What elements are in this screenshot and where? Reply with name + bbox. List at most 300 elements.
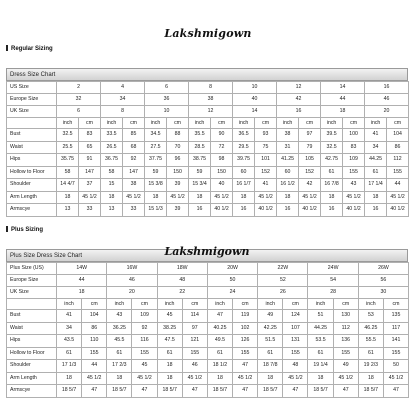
value-cell: 35.5 xyxy=(189,129,211,142)
value-cell: 15 1/3 xyxy=(145,204,167,217)
value-cell: 45 1/2 xyxy=(383,372,408,385)
value-cell: 18 5/7 xyxy=(57,385,82,398)
value-cell: 38.75 xyxy=(189,154,211,167)
value-cell: 45 1/2 xyxy=(82,372,107,385)
plus-chart-title: Plus Size Dress Size Chart xyxy=(10,253,83,259)
measurement-row xyxy=(7,372,409,385)
value-cell: 60 xyxy=(277,166,299,179)
plus-sizing-heading xyxy=(6,226,43,233)
row-label: Shoulder xyxy=(7,360,57,373)
unit-cell: inch xyxy=(365,118,387,129)
unit-cell: cm xyxy=(383,299,408,310)
value-cell: 18 xyxy=(308,372,333,385)
value-cell: 100 xyxy=(343,129,365,142)
value-cell: 18 xyxy=(233,191,255,204)
value-cell: 16 1/7 xyxy=(233,179,255,192)
size-cell: 18 xyxy=(321,106,365,118)
value-cell: 33 xyxy=(123,204,145,217)
measurement-row xyxy=(7,310,409,323)
value-cell: 15 3/4 xyxy=(189,179,211,192)
value-cell: 131 xyxy=(283,335,308,348)
size-cell: 12 xyxy=(189,106,233,118)
value-cell: 18 5/7 xyxy=(258,385,283,398)
value-cell: 34 xyxy=(365,141,387,154)
regular-sizing-label: Regular Sizing xyxy=(11,46,53,52)
value-cell: 29.5 xyxy=(233,141,255,154)
value-cell: 38 xyxy=(277,129,299,142)
unit-cell: inch xyxy=(207,299,232,310)
value-cell: 58 xyxy=(101,166,123,179)
value-cell: 36.25 xyxy=(107,322,132,335)
measurement-row xyxy=(7,385,409,398)
size-row xyxy=(7,263,409,275)
value-cell: 92 xyxy=(132,322,157,335)
size-cell: 50 xyxy=(207,275,257,287)
unit-row-label xyxy=(7,118,57,129)
value-cell: 61 xyxy=(358,347,383,360)
value-cell: 44.25 xyxy=(365,154,387,167)
value-cell: 45 1/2 xyxy=(255,191,277,204)
value-cell: 45 1/2 xyxy=(167,191,189,204)
value-cell: 18 xyxy=(321,191,343,204)
value-cell: 46 xyxy=(182,360,207,373)
unit-cell: cm xyxy=(132,299,157,310)
value-cell: 40 1/2 xyxy=(343,204,365,217)
row-label: Hips xyxy=(7,335,57,348)
value-cell: 18 xyxy=(145,191,167,204)
value-cell: 41 xyxy=(365,129,387,142)
size-row xyxy=(7,82,409,94)
value-cell: 55.5 xyxy=(358,335,383,348)
measurement-row xyxy=(7,166,409,179)
value-cell: 98 xyxy=(211,154,233,167)
size-cell: 8 xyxy=(101,106,145,118)
measurement-row xyxy=(7,179,409,192)
size-cell: 12 xyxy=(277,82,321,94)
unit-cell: inch xyxy=(233,118,255,129)
size-cell: 48 xyxy=(157,275,207,287)
measurement-row xyxy=(7,154,409,167)
unit-cell: cm xyxy=(167,118,189,129)
value-cell: 16 xyxy=(277,204,299,217)
value-cell: 14 4/7 xyxy=(57,179,79,192)
value-cell: 50 xyxy=(383,360,408,373)
measurement-row xyxy=(7,141,409,154)
value-cell: 45 xyxy=(157,310,182,323)
unit-cell: inch xyxy=(57,299,82,310)
value-cell: 17 1/3 xyxy=(57,360,82,373)
value-cell: 42.75 xyxy=(321,154,343,167)
value-cell: 47.5 xyxy=(157,335,182,348)
value-cell: 141 xyxy=(383,335,408,348)
row-label: US Size xyxy=(7,82,57,94)
value-cell: 41 xyxy=(255,179,277,192)
section-marker xyxy=(6,45,8,51)
value-cell: 51 xyxy=(308,310,333,323)
value-cell: 25.5 xyxy=(57,141,79,154)
value-cell: 109 xyxy=(132,310,157,323)
row-label: Europe Size xyxy=(7,94,57,106)
value-cell: 46.25 xyxy=(358,322,383,335)
value-cell: 59 xyxy=(189,166,211,179)
size-cell: 26 xyxy=(258,287,308,299)
value-cell: 47 xyxy=(82,385,107,398)
value-cell: 19 1/4 xyxy=(308,360,333,373)
value-cell: 58 xyxy=(57,166,79,179)
value-cell: 16 1/2 xyxy=(277,179,299,192)
value-cell: 104 xyxy=(387,129,409,142)
value-cell: 107 xyxy=(283,322,308,335)
value-cell: 45 1/2 xyxy=(132,372,157,385)
value-cell: 61 xyxy=(321,166,343,179)
value-cell: 18 5/7 xyxy=(107,385,132,398)
value-cell: 119 xyxy=(233,310,258,323)
unit-cell: cm xyxy=(333,299,358,310)
value-cell: 60 xyxy=(233,166,255,179)
size-cell: 46 xyxy=(365,94,409,106)
value-cell: 44 xyxy=(82,360,107,373)
value-cell: 136 xyxy=(333,335,358,348)
value-cell: 53 xyxy=(358,310,383,323)
value-cell: 43 xyxy=(107,310,132,323)
unit-cell: cm xyxy=(123,118,145,129)
unit-cell: inch xyxy=(107,299,132,310)
value-cell: 18 5/7 xyxy=(308,385,333,398)
value-cell: 155 xyxy=(343,166,365,179)
value-cell: 47 xyxy=(333,385,358,398)
value-cell: 44.25 xyxy=(308,322,333,335)
value-cell: 45 1/2 xyxy=(333,372,358,385)
regular-size-table xyxy=(6,81,409,217)
row-label: Bust xyxy=(7,310,57,323)
value-cell: 37.75 xyxy=(145,154,167,167)
measurement-row xyxy=(7,204,409,217)
value-cell: 65 xyxy=(79,141,101,154)
value-cell: 61 xyxy=(157,347,182,360)
value-cell: 61 xyxy=(207,347,232,360)
value-cell: 112 xyxy=(387,154,409,167)
size-row xyxy=(7,106,409,118)
value-cell: 61 xyxy=(258,347,283,360)
value-cell: 38 xyxy=(123,179,145,192)
value-cell: 27.5 xyxy=(145,141,167,154)
value-cell: 41 xyxy=(57,310,82,323)
section-marker xyxy=(6,226,8,232)
value-cell: 40 1/2 xyxy=(255,204,277,217)
size-cell: 24W xyxy=(308,263,358,275)
value-cell: 150 xyxy=(167,166,189,179)
value-cell: 101 xyxy=(255,154,277,167)
brand-logo: Lakshmigown xyxy=(164,27,252,40)
value-cell: 49.5 xyxy=(207,335,232,348)
value-cell: 104 xyxy=(82,310,107,323)
value-cell: 47 xyxy=(383,385,408,398)
measurement-row xyxy=(7,360,409,373)
value-cell: 97 xyxy=(182,322,207,335)
row-label: Armscye xyxy=(7,385,57,398)
value-cell: 51.5 xyxy=(258,335,283,348)
value-cell: 16 7/8 xyxy=(321,179,343,192)
value-cell: 39.5 xyxy=(321,129,343,142)
measurement-row xyxy=(7,129,409,142)
value-cell: 18 xyxy=(107,372,132,385)
value-cell: 155 xyxy=(82,347,107,360)
value-cell: 105 xyxy=(299,154,321,167)
size-cell: 10 xyxy=(145,106,189,118)
size-cell: 20 xyxy=(365,106,409,118)
value-cell: 92 xyxy=(123,154,145,167)
value-cell: 39.75 xyxy=(233,154,255,167)
value-cell: 45 1/2 xyxy=(182,372,207,385)
value-cell: 45 1/2 xyxy=(387,191,409,204)
plus-size-table xyxy=(6,262,409,398)
value-cell: 83 xyxy=(79,129,101,142)
value-cell: 61 xyxy=(107,347,132,360)
plus-chart-header xyxy=(6,245,408,262)
value-cell: 37 xyxy=(79,179,101,192)
size-cell: 20W xyxy=(207,263,257,275)
value-cell: 18 1/2 xyxy=(207,360,232,373)
unit-row-label xyxy=(7,299,57,310)
value-cell: 16 xyxy=(233,204,255,217)
size-cell: 20 xyxy=(107,287,157,299)
value-cell: 44 xyxy=(387,179,409,192)
value-cell: 109 xyxy=(343,154,365,167)
value-cell: 135 xyxy=(383,310,408,323)
value-cell: 85 xyxy=(123,129,145,142)
row-label: Bust xyxy=(7,129,57,142)
regular-sizing-heading xyxy=(6,45,53,52)
size-cell: 42 xyxy=(277,94,321,106)
value-cell: 18 xyxy=(277,191,299,204)
value-cell: 40.25 xyxy=(207,322,232,335)
value-cell: 18 xyxy=(258,372,283,385)
value-cell: 90 xyxy=(211,129,233,142)
value-cell: 86 xyxy=(387,141,409,154)
value-cell: 61 xyxy=(365,166,387,179)
value-cell: 86 xyxy=(82,322,107,335)
value-cell: 150 xyxy=(211,166,233,179)
value-cell: 47 xyxy=(207,310,232,323)
value-cell: 34 xyxy=(57,322,82,335)
value-cell: 45 xyxy=(132,360,157,373)
value-cell: 48 xyxy=(283,360,308,373)
value-cell: 39 xyxy=(167,204,189,217)
unit-cell: inch xyxy=(189,118,211,129)
value-cell: 36.75 xyxy=(101,154,123,167)
value-cell: 18 xyxy=(365,191,387,204)
value-cell: 16 xyxy=(189,204,211,217)
value-cell: 147 xyxy=(79,166,101,179)
value-cell: 13 xyxy=(57,204,79,217)
size-cell: 16 xyxy=(277,106,321,118)
size-cell: 16 xyxy=(365,82,409,94)
value-cell: 45 1/2 xyxy=(123,191,145,204)
value-cell: 42.25 xyxy=(258,322,283,335)
value-cell: 93 xyxy=(255,129,277,142)
regular-chart-header xyxy=(6,68,408,81)
unit-cell: cm xyxy=(283,299,308,310)
size-cell: 46 xyxy=(107,275,157,287)
size-cell: 10 xyxy=(233,82,277,94)
value-cell: 18 xyxy=(57,191,79,204)
value-cell: 155 xyxy=(333,347,358,360)
size-cell: 44 xyxy=(321,94,365,106)
value-cell: 40 1/2 xyxy=(211,204,233,217)
row-label: UK Size xyxy=(7,287,57,299)
value-cell: 147 xyxy=(123,166,145,179)
value-cell: 114 xyxy=(182,310,207,323)
value-cell: 16 xyxy=(365,204,387,217)
size-cell: 14W xyxy=(57,263,107,275)
unit-cell: cm xyxy=(233,299,258,310)
value-cell: 155 xyxy=(233,347,258,360)
value-cell: 155 xyxy=(283,347,308,360)
value-cell: 39 xyxy=(167,179,189,192)
size-cell: 18W xyxy=(157,263,207,275)
unit-cell: cm xyxy=(387,118,409,129)
value-cell: 16 xyxy=(321,204,343,217)
unit-cell: inch xyxy=(258,299,283,310)
value-cell: 155 xyxy=(383,347,408,360)
regular-chart-title: Dress Size Chart xyxy=(10,72,56,78)
value-cell: 97 xyxy=(299,129,321,142)
value-cell: 41.25 xyxy=(277,154,299,167)
size-cell: 6 xyxy=(145,82,189,94)
size-cell: 2 xyxy=(57,82,101,94)
value-cell: 47 xyxy=(233,385,258,398)
value-cell: 45 1/2 xyxy=(233,372,258,385)
row-label: Europe Size xyxy=(7,275,57,287)
value-cell: 35.75 xyxy=(57,154,79,167)
value-cell: 42 xyxy=(299,179,321,192)
measurement-row xyxy=(7,335,409,348)
value-cell: 72 xyxy=(211,141,233,154)
value-cell: 40 1/2 xyxy=(387,204,409,217)
row-label: UK Size xyxy=(7,106,57,118)
size-cell: 52 xyxy=(258,275,308,287)
value-cell: 61 xyxy=(57,347,82,360)
value-cell: 112 xyxy=(333,322,358,335)
size-row xyxy=(7,275,409,287)
value-cell: 83 xyxy=(343,141,365,154)
value-cell: 18 5/7 xyxy=(207,385,232,398)
value-cell: 152 xyxy=(299,166,321,179)
plus-sizing-label: Plus Sizing xyxy=(11,227,44,233)
value-cell: 49 xyxy=(333,360,358,373)
row-label: Hollow to Floor xyxy=(7,166,57,179)
value-cell: 45 1/2 xyxy=(79,191,101,204)
size-cell: 14 xyxy=(233,106,277,118)
value-cell: 155 xyxy=(387,166,409,179)
unit-row xyxy=(7,299,409,310)
size-cell: 22W xyxy=(258,263,308,275)
row-label: Waist xyxy=(7,141,57,154)
size-row xyxy=(7,94,409,106)
value-cell: 40 xyxy=(211,179,233,192)
value-cell: 32.5 xyxy=(57,129,79,142)
value-cell: 26.5 xyxy=(101,141,123,154)
value-cell: 96 xyxy=(167,154,189,167)
size-cell: 40 xyxy=(233,94,277,106)
unit-cell: inch xyxy=(277,118,299,129)
size-cell: 22 xyxy=(157,287,207,299)
size-cell: 30 xyxy=(358,287,408,299)
value-cell: 61 xyxy=(308,347,333,360)
row-label: Arm Length xyxy=(7,372,57,385)
value-cell: 36.5 xyxy=(233,129,255,142)
value-cell: 28.5 xyxy=(189,141,211,154)
value-cell: 18 xyxy=(358,372,383,385)
value-cell: 18 xyxy=(207,372,232,385)
value-cell: 130 xyxy=(333,310,358,323)
unit-cell: inch xyxy=(308,299,333,310)
value-cell: 34.5 xyxy=(145,129,167,142)
size-cell: 26W xyxy=(358,263,408,275)
value-cell: 19 2/3 xyxy=(358,360,383,373)
value-cell: 126 xyxy=(233,335,258,348)
unit-cell: inch xyxy=(358,299,383,310)
value-cell: 102 xyxy=(233,322,258,335)
value-cell: 15 xyxy=(101,179,123,192)
value-cell: 31 xyxy=(277,141,299,154)
unit-cell: inch xyxy=(157,299,182,310)
row-label: Arm Length xyxy=(7,191,57,204)
value-cell: 45 1/2 xyxy=(299,191,321,204)
measurement-row xyxy=(7,347,409,360)
value-cell: 59 xyxy=(145,166,167,179)
size-cell: 32 xyxy=(57,94,101,106)
value-cell: 33 xyxy=(79,204,101,217)
value-cell: 45 1/2 xyxy=(343,191,365,204)
size-cell: 38 xyxy=(189,94,233,106)
value-cell: 17 1/4 xyxy=(365,179,387,192)
value-cell: 152 xyxy=(255,166,277,179)
value-cell: 45.5 xyxy=(107,335,132,348)
size-cell: 24 xyxy=(207,287,257,299)
row-label: Plus Size (US) xyxy=(7,263,57,275)
value-cell: 15 3/8 xyxy=(145,179,167,192)
value-cell: 43.5 xyxy=(57,335,82,348)
value-cell: 45 1/2 xyxy=(283,372,308,385)
value-cell: 18 xyxy=(57,372,82,385)
size-cell: 6 xyxy=(57,106,101,118)
value-cell: 47 xyxy=(132,385,157,398)
unit-cell: inch xyxy=(101,118,123,129)
unit-cell: cm xyxy=(82,299,107,310)
row-label: Shoulder xyxy=(7,179,57,192)
value-cell: 43 xyxy=(343,179,365,192)
value-cell: 91 xyxy=(79,154,101,167)
size-row xyxy=(7,287,409,299)
value-cell: 38.25 xyxy=(157,322,182,335)
unit-cell: inch xyxy=(321,118,343,129)
size-cell: 44 xyxy=(57,275,107,287)
value-cell: 18 5/7 xyxy=(358,385,383,398)
row-label: Waist xyxy=(7,322,57,335)
value-cell: 155 xyxy=(132,347,157,360)
size-cell: 16W xyxy=(107,263,157,275)
brand-watermark-logo: Lakshmigown xyxy=(164,245,250,258)
size-cell: 4 xyxy=(101,82,145,94)
value-cell: 18 xyxy=(157,372,182,385)
row-label: Armscye xyxy=(7,204,57,217)
value-cell: 18 xyxy=(157,360,182,373)
unit-row xyxy=(7,118,409,129)
value-cell: 13 xyxy=(101,204,123,217)
measurement-row xyxy=(7,322,409,335)
value-cell: 47 xyxy=(233,360,258,373)
